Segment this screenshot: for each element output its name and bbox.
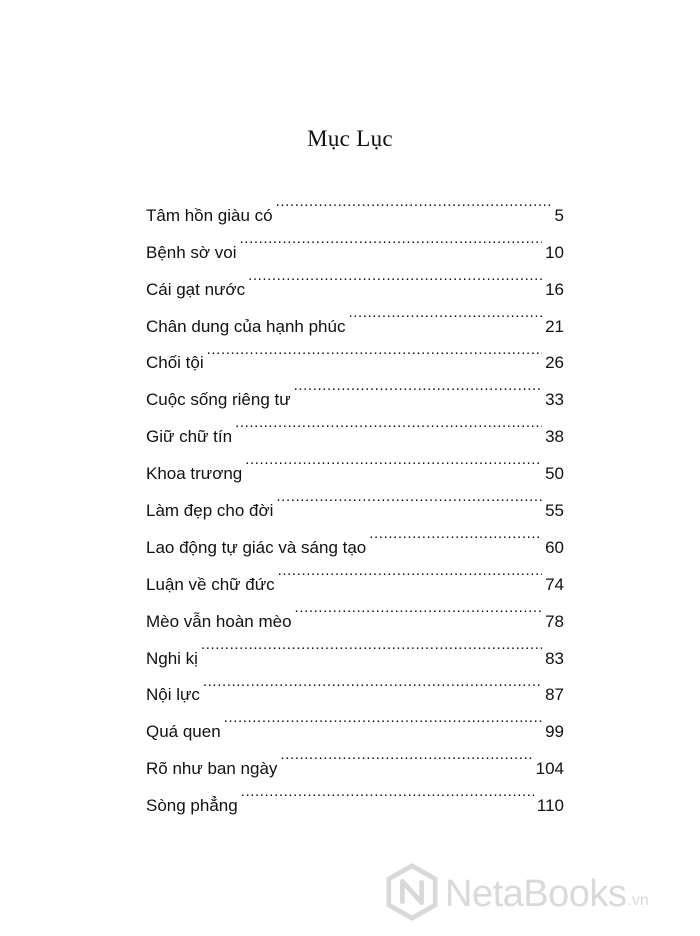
- page-title: Mục Lục: [307, 126, 393, 151]
- toc-entry-title: Nghi kị: [146, 648, 198, 668]
- dot-leader: [280, 737, 532, 774]
- toc-entry-page: 5: [554, 205, 564, 225]
- dot-leader: [207, 332, 542, 369]
- dot-leader: [294, 368, 542, 405]
- dot-leader: [201, 627, 542, 664]
- toc-entry: [146, 700, 564, 742]
- toc-entry-page: 104: [535, 759, 564, 779]
- toc-entry-page: 87: [545, 685, 564, 705]
- toc-entry-page: 110: [536, 796, 564, 816]
- toc-entry-page: 38: [545, 427, 564, 447]
- toc-entry: [146, 627, 564, 668]
- dot-leader: [235, 405, 542, 442]
- dot-leader: [348, 295, 542, 332]
- dot-leader: [245, 442, 542, 479]
- toc-entry-page: 16: [545, 279, 564, 299]
- toc-entry-title: Rõ như ban ngày: [146, 759, 278, 779]
- toc-entry-title: Bệnh sờ voi: [146, 242, 237, 262]
- toc-entry-title: Lao động tự giác và sáng tạo: [146, 537, 367, 557]
- toc-entry-page: 83: [545, 648, 564, 668]
- toc-entry-title: Khoa trương: [146, 464, 243, 484]
- toc-entry: [146, 332, 564, 373]
- dot-leader: [278, 553, 542, 590]
- toc-entry-title: Mèo vẫn hoàn mèo: [146, 611, 292, 631]
- toc-entry-page: 99: [545, 722, 564, 742]
- toc-entry-title: Giữ chữ tín: [146, 427, 233, 447]
- toc-entry-page: 21: [545, 316, 564, 336]
- dot-leader: [203, 664, 542, 701]
- toc-entry-page: 26: [545, 353, 564, 373]
- toc-entry-page: 78: [545, 611, 564, 631]
- dot-leader: [241, 774, 534, 811]
- toc-entry-title: Làm đẹp cho đời: [146, 501, 274, 521]
- toc-entry-page: 60: [545, 537, 564, 557]
- toc-entry-page: 55: [545, 501, 564, 521]
- toc-entry-title: Chân dung của hạnh phúc: [146, 316, 346, 336]
- toc-entry-title: Cuộc sống riêng tư: [146, 390, 291, 410]
- dot-leader: [276, 479, 542, 516]
- toc-entry-title: Nội lực: [146, 685, 200, 705]
- table-of-contents: [146, 184, 564, 816]
- netabooks-logo-icon: [383, 862, 441, 927]
- toc-entry: [146, 368, 564, 410]
- netabooks-watermark: [383, 862, 700, 926]
- dot-leader: [224, 700, 542, 737]
- dot-leader: [248, 258, 542, 295]
- toc-entry-page: 33: [545, 390, 564, 410]
- toc-entry-title: Luận về chữ đức: [146, 574, 275, 594]
- toc-entry-title: Quá quen: [146, 722, 221, 742]
- dot-leader: [369, 516, 542, 553]
- toc-entry-title: Chối tội: [146, 353, 204, 373]
- watermark-suffix: .vn: [627, 892, 649, 909]
- toc-entry-page: 74: [545, 574, 564, 594]
- toc-entry-title: Sòng phẳng: [146, 796, 238, 816]
- toc-entry: [146, 184, 564, 225]
- dot-leader: [295, 590, 543, 627]
- dot-leader: [276, 184, 552, 221]
- toc-entry-page: 10: [545, 242, 564, 262]
- toc-entry-title: Tâm hồn giàu có: [146, 205, 273, 225]
- toc-entry-page: 50: [545, 464, 564, 484]
- dot-leader: [240, 221, 543, 258]
- watermark-text: NetaBooks: [445, 872, 627, 915]
- toc-entry: [146, 664, 564, 705]
- toc-entry-title: Cái gạt nước: [146, 279, 246, 299]
